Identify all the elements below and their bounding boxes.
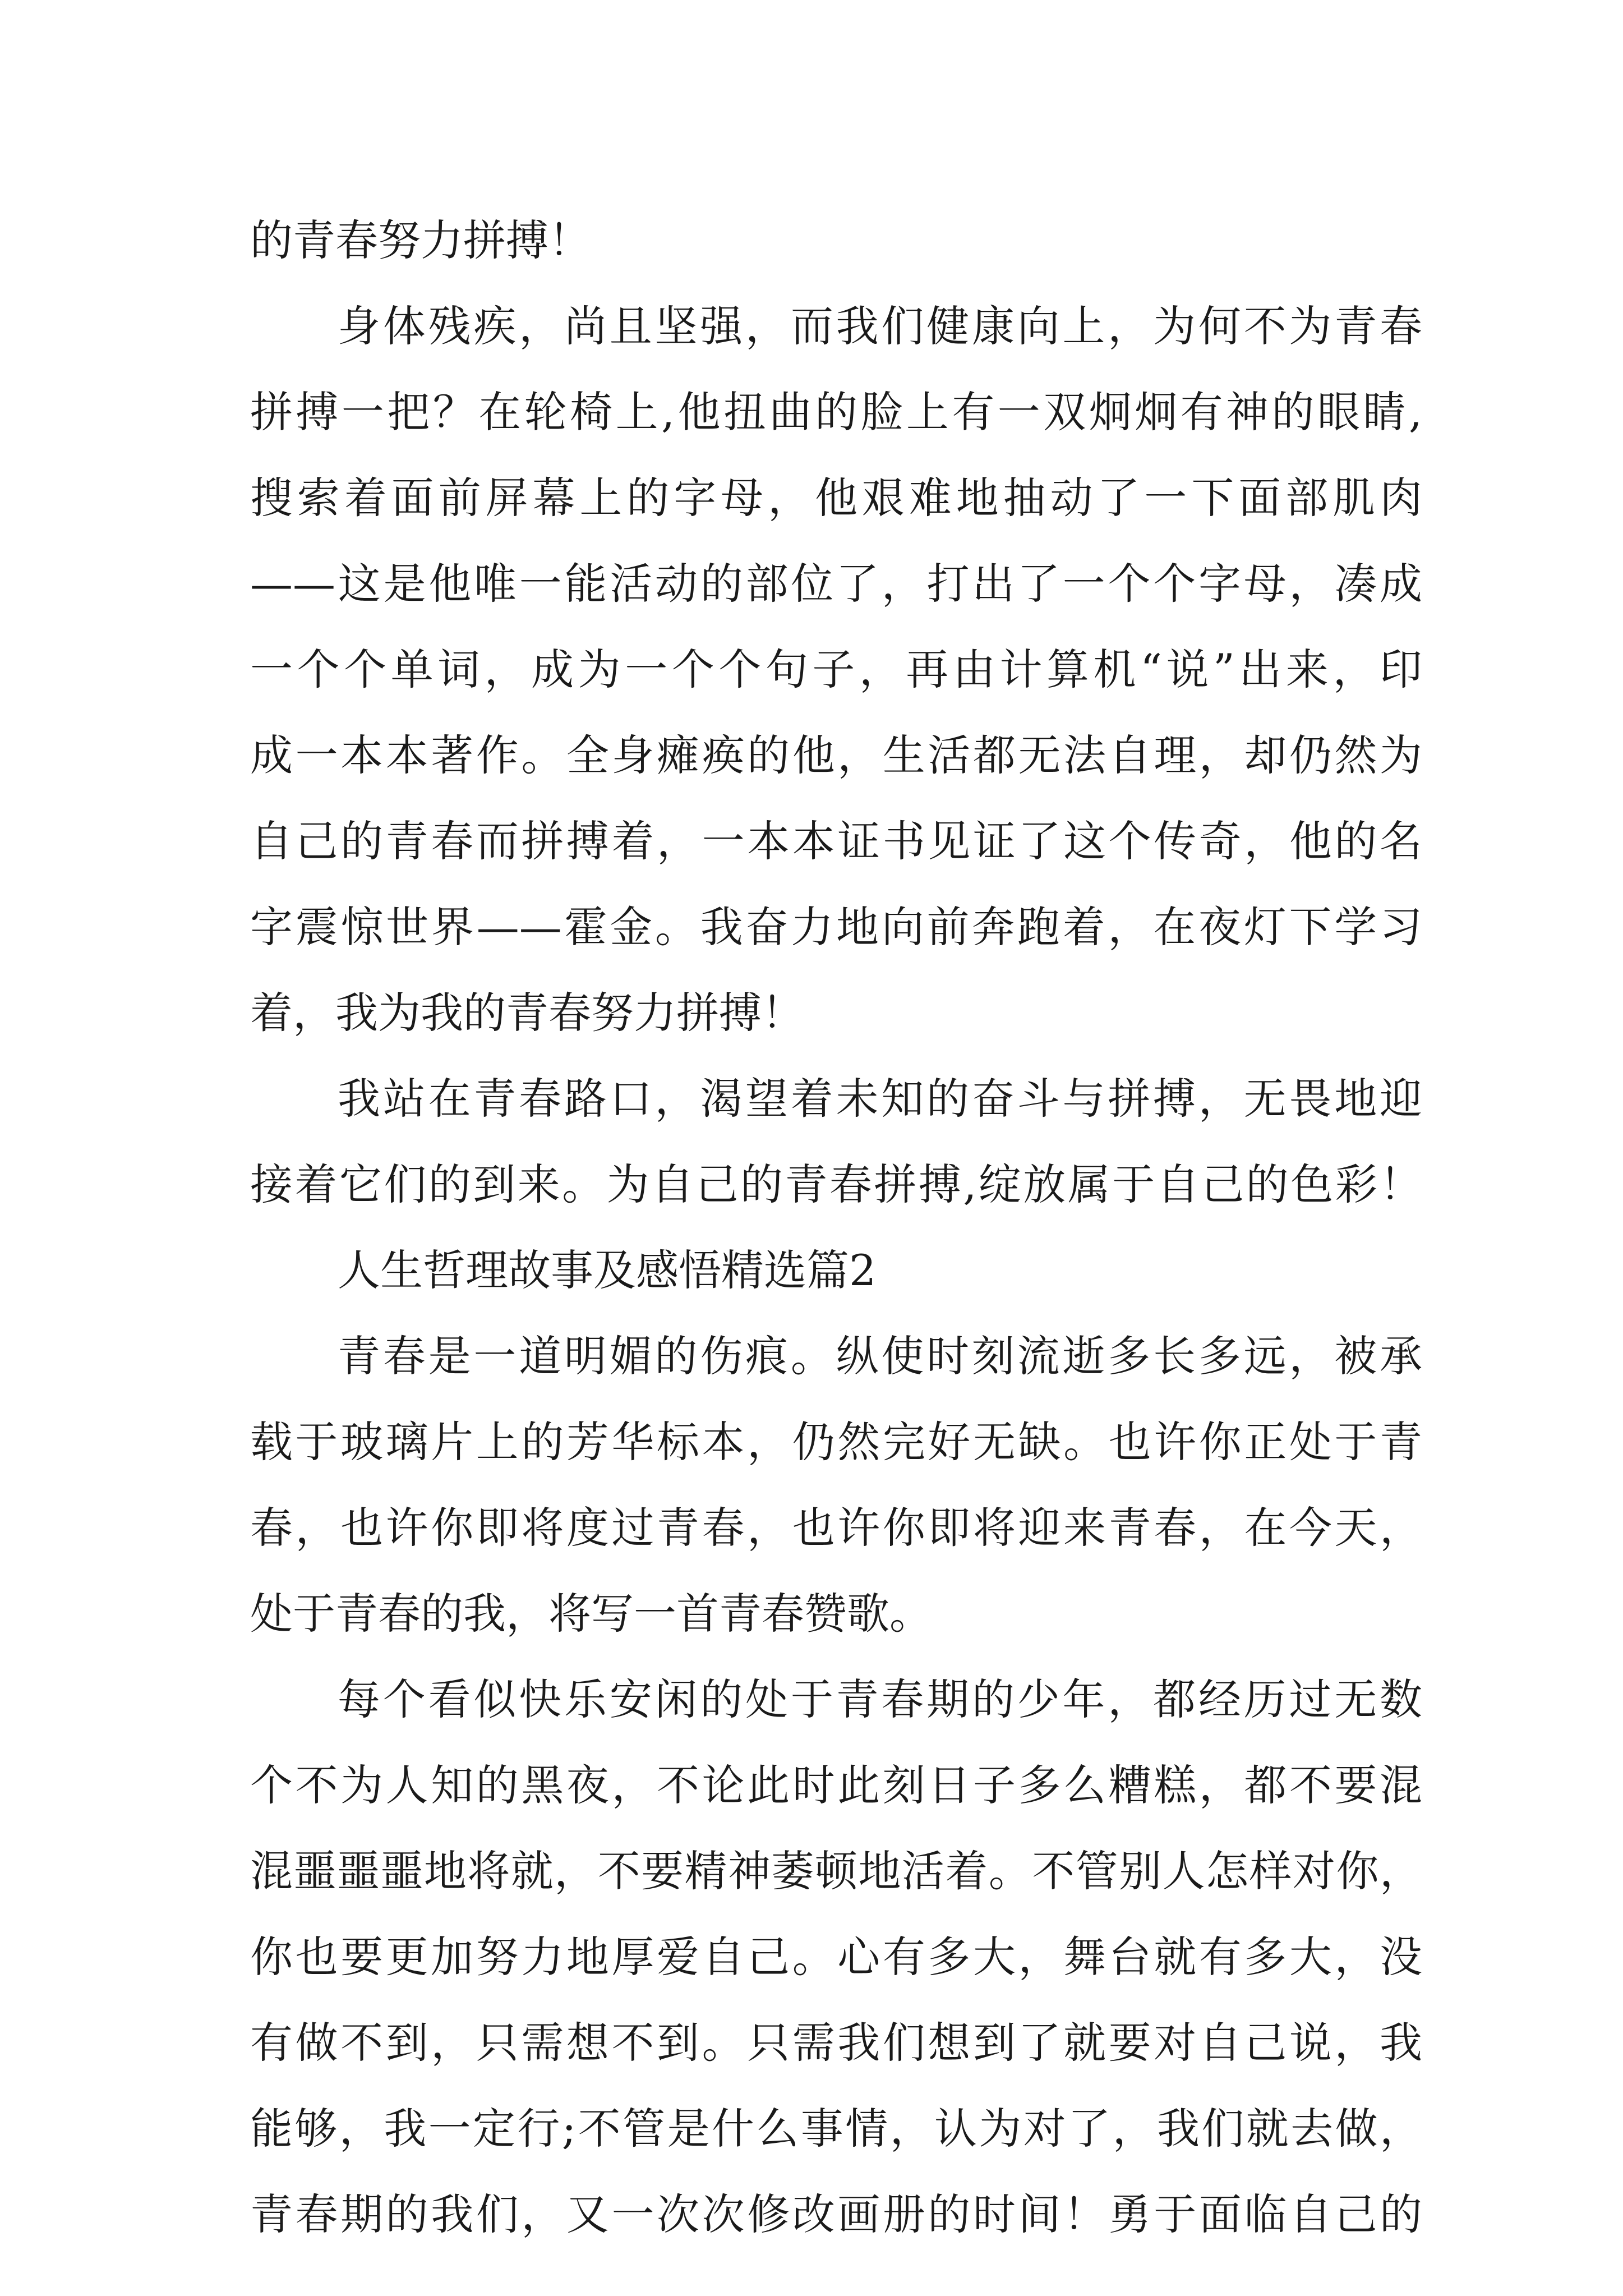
text-line: 成一本本著作。全身瘫痪的他，生活都无法自理，却仍然为 bbox=[250, 730, 1422, 780]
text-line: 载于玻璃片上的芳华标本，仍然完好无缺。也许你正处于青 bbox=[250, 1417, 1422, 1467]
text-line: 每个看似快乐安闲的处于青春期的少年，都经历过无数 bbox=[338, 1674, 1422, 1724]
text-line: 混噩噩噩地将就，不要精神萎顿地活着。不管别人怎样对你， bbox=[250, 1846, 1422, 1896]
text-line: 能够，我一定行;不管是什么事情，认为对了，我们就去做， bbox=[250, 2104, 1422, 2154]
text-line: 自己的青春而拼搏着，一本本证书见证了这个传奇，他的名 bbox=[250, 816, 1422, 866]
text-line: 字震惊世界——霍金。我奋力地向前奔跑着，在夜灯下学习 bbox=[250, 902, 1422, 952]
document-body bbox=[250, 197, 1422, 2257]
text-line: 你也要更加努力地厚爱自己。心有多大，舞台就有多大，没 bbox=[250, 1932, 1422, 1982]
text-line: 我站在青春路口，渴望着未知的奋斗与拼搏，无畏地迎 bbox=[338, 1074, 1422, 1124]
text-line: 青春期的我们，又一次次修改画册的时间！勇于面临自己的 bbox=[250, 2189, 1422, 2239]
text-line: 青春是一道明媚的伤痕。纵使时刻流逝多长多远，被承 bbox=[338, 1331, 1422, 1381]
text-line: 一个个单词，成为一个个句子，再由计算机“说”出来，印 bbox=[250, 645, 1422, 694]
text-line: 拼搏一把？在轮椅上,他扭曲的脸上有一双炯炯有神的眼睛, bbox=[250, 387, 1422, 437]
text-line: 有做不到，只需想不到。只需我们想到了就要对自己说，我 bbox=[250, 2018, 1422, 2068]
text-line: 搜索着面前屏幕上的字母，他艰难地抽动了一下面部肌肉 bbox=[250, 473, 1422, 523]
text-line: 的青春努力拼搏！ bbox=[250, 215, 591, 265]
text-line: 着，我为我的青春努力拼搏！ bbox=[250, 988, 804, 1038]
section-heading: 人生哲理故事及感悟精选篇2 bbox=[338, 1245, 877, 1295]
text-line: 接着它们的到来。为自己的青春拼搏,绽放属于自己的色彩！ bbox=[250, 1159, 1422, 1209]
text-line: ——这是他唯一能活动的部位了，打出了一个个字母，凑成 bbox=[250, 559, 1422, 609]
text-line: 个不为人知的黑夜，不论此时此刻日子多么糟糕，都不要混 bbox=[250, 1760, 1422, 1810]
text-line: 春，也许你即将度过青春，也许你即将迎来青春，在今天， bbox=[250, 1503, 1422, 1553]
text-line: 身体残疾，尚且坚强，而我们健康向上，为何不为青春 bbox=[338, 301, 1422, 351]
text-line: 处于青春的我，将写一首青春赞歌。 bbox=[250, 1589, 932, 1639]
